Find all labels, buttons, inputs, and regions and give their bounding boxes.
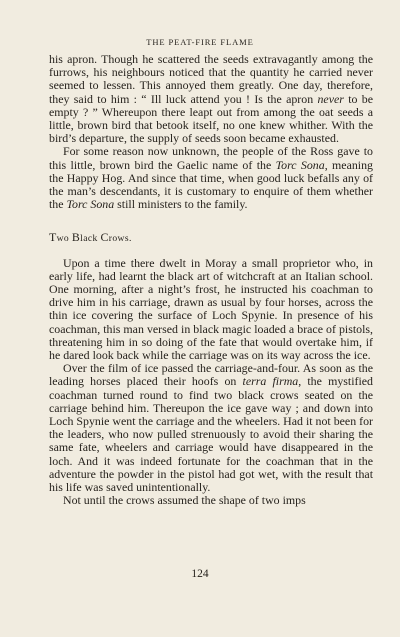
- emphasis-torc-sona-second: Torc Sona: [66, 197, 115, 212]
- paragraph-2-text-middle: , meaning the Happy Hog. And since that time, when good luck befalls any of the man’s descendants, it is customary to enquire of them whether the: [49, 157, 373, 212]
- paragraph-torc-sona: [49, 145, 373, 211]
- page-number: 124: [191, 568, 209, 580]
- heading-capital-t: T: [49, 230, 57, 245]
- paragraph-1-text-end: to be empty ? ” Whereupon there leapt out from among the oat seeds a little, brown bird that betook itself, no one knew whither. With the bird’s departure, the supply of seeds soon became exhausted.: [49, 91, 373, 146]
- emphasis-terra-firma: terra firma: [242, 374, 299, 389]
- paragraph-4-text: Over the film of ice passed the carriage-and-four. As soon as the leading horses placed their hoofs on: [49, 361, 373, 389]
- heading-small-caps-rows: rows.: [108, 233, 132, 245]
- heading-small-caps-wo: wo: [56, 233, 72, 245]
- paragraph-1-text: his apron. Though he scattered the seeds extravagantly among the furrows, his neighbours noticed that the quantity he carried never seemed to lessen. This annoyed them greatly. One day, therefore, they said to him : “ Ill luck attend you ! Is the apron: [49, 52, 373, 106]
- paragraph-4-text-end: , the mystified coachman turned round to find two black crows seated on the carriage behind him. Thereupon the ice gave way ; and down into Loch Spynie went the carriage and the wheelers. Had it not been for the leaders, who now pulled strenuously to avoid their sharing the same fate, wheelers and carriage would have disappeared in the loch. And it was indeed fortunate for the coachman that in the adventure the powder in the pistol had got wet, with the result that his life was saved unintentionally.: [49, 374, 373, 495]
- paragraph-2-text-end: still ministers to the family.: [114, 197, 248, 212]
- paragraph-carriage-and-four: [49, 362, 373, 494]
- heading-small-caps-lack: lack: [80, 233, 101, 245]
- running-head: THE PEAT-FIRE FLAME: [146, 37, 254, 47]
- emphasis-torc-sona: Torc Sona: [275, 157, 325, 172]
- heading-capital-c: C: [100, 230, 109, 245]
- heading-capital-b: B: [71, 230, 81, 245]
- emphasis-never: never: [317, 91, 344, 106]
- paragraph-2-text: For some reason now unknown, the people of the Ross gave to this little, brown bird the Gaelic name of the: [49, 144, 373, 172]
- paragraph-moray-proprietor: Upon a time there dwelt in Moray a small proprietor who, in early life, had learnt the black art of witchcraft at an Italian school. One morning, after a night’s frost, he instructed his coachman to drive him in his carriage, drawn as usual by four horses, across the thin ice covering the surface of Loch Spynie. In presence of his coachman, this man versed in black magic loaded a brace of pistols, threatening him in so doing of the fate that would overtake him, if he dared look back while the carriage was on its way across the ice.: [49, 255, 373, 363]
- section-heading-two-black-crows: [49, 231, 373, 245]
- body-text: [49, 53, 373, 508]
- paragraph-continued: [49, 53, 373, 145]
- paragraph-crows-imps: Not until the crows assumed the shape of two imps: [63, 493, 306, 508]
